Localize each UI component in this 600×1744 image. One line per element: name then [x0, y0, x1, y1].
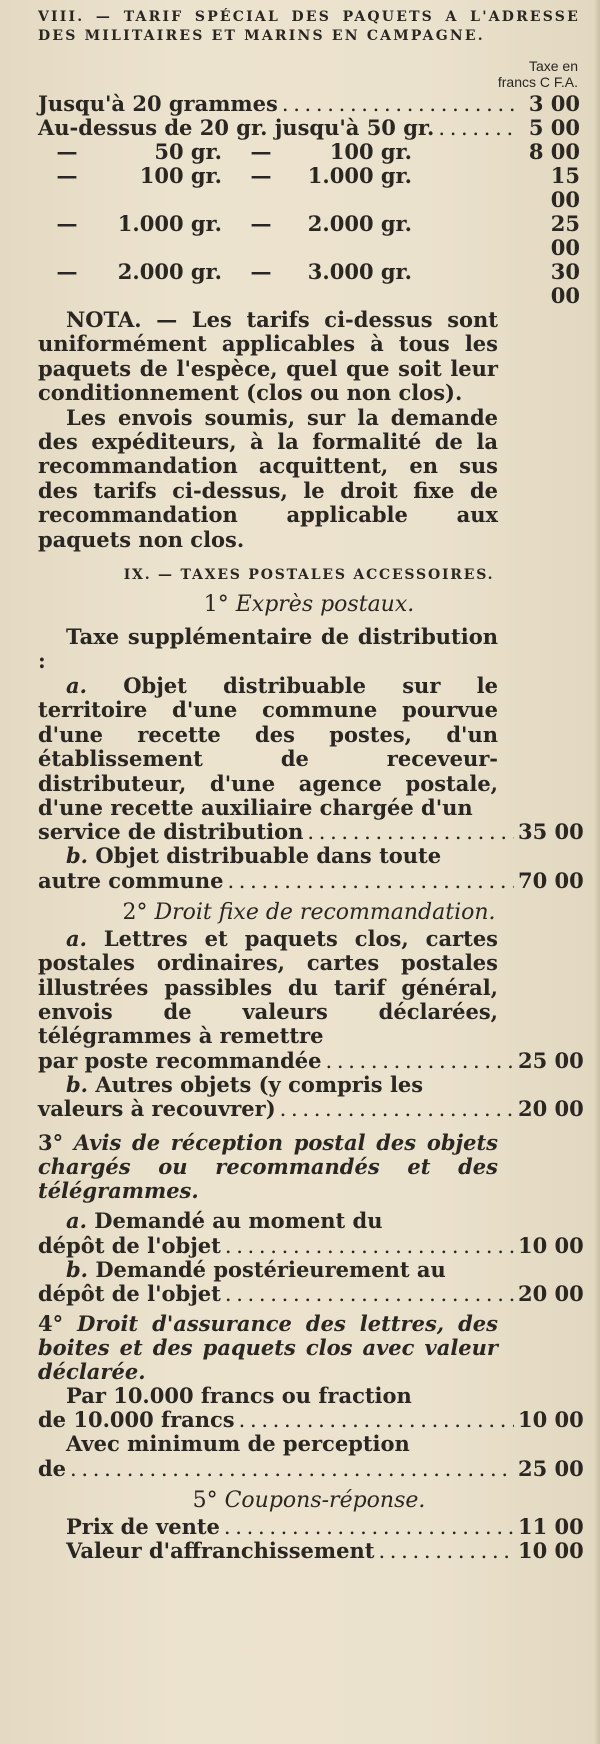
- rate-value: 5 00: [528, 115, 580, 140]
- rate-value: 3 00: [528, 91, 580, 116]
- insurance-item-b: Avec minimum de perception: [66, 1431, 410, 1457]
- insurance-item-b-total: [38, 1455, 584, 1481]
- item-label: de 10.000 francs: [38, 1407, 235, 1433]
- receipt-item-b-total: [38, 1280, 584, 1306]
- rate-row: [38, 260, 580, 308]
- rate-row: [38, 164, 580, 212]
- item-label: de: [38, 1455, 67, 1481]
- receipt-item-b: [38, 1258, 498, 1282]
- subsection-title: Droit d'assurance des lettres, des boites et des paquets clos avec valeur déclarée.: [38, 1310, 498, 1384]
- rate-value: 15 00: [550, 163, 580, 212]
- ditto-dash: —: [56, 163, 78, 188]
- item-letter: b.: [66, 1256, 88, 1282]
- express-item-a-total: [38, 819, 584, 845]
- dot-leader: [70, 1457, 514, 1481]
- rate-row: [38, 212, 580, 260]
- nota-paragraph: NOTA. — Les tarifs ci-dessus sont uniformément applicables à tous les paquets de l'espèce, quel que soit leur conditionnement (clos ou non clos).: [38, 307, 498, 406]
- ditto-dash: —: [56, 139, 78, 164]
- section-8-heading: VIII. — TARIF SPÉCIAL DES PAQUETS A L'ADRESSE DES MILITAIRES ET MARINS EN CAMPAGNE.: [38, 9, 580, 44]
- item-text: Objet distribuable dans toute: [95, 843, 442, 869]
- item-letter: b.: [66, 843, 88, 869]
- section-9-heading: IX. — TAXES POSTALES ACCESSOIRES.: [123, 567, 495, 584]
- ditto-dash: —: [250, 139, 272, 164]
- dot-leader: [280, 1097, 514, 1121]
- subsection-number: 4°: [38, 1310, 64, 1336]
- item-label: service de distribution: [38, 819, 304, 845]
- item-label: dépôt de l'objet: [38, 1232, 221, 1258]
- tax-header-line-1: Taxe en: [528, 58, 578, 74]
- rate-row-20-50g: [38, 116, 580, 140]
- subsection-title: Avis de réception postal des objets chargés ou recommandés et des télégrammes.: [38, 1130, 499, 1204]
- subsection-5-title: [38, 1487, 580, 1515]
- weight-from: 100 gr.: [139, 163, 222, 188]
- express-item-b: [38, 844, 498, 868]
- ditto-dash: —: [250, 259, 272, 284]
- registration-item-a-total: [38, 1047, 584, 1073]
- item-label: autre commune: [38, 867, 224, 893]
- nota-paragraph-2: Les envois soumis, sur la demande des expéditeurs, à la formalité de la recommandation acquittent, en sus des tarifs ci-dessus, le droit fixe de recommandation applicable aux paquets non clos.: [38, 404, 498, 552]
- dot-leader: [438, 116, 514, 140]
- rate-value: 8 00: [528, 139, 580, 164]
- item-value: 20 00: [518, 1280, 584, 1306]
- subsection-4-title: [38, 1312, 498, 1384]
- subsection-number: 5°: [192, 1487, 218, 1513]
- item-letter: b.: [66, 1071, 88, 1097]
- receipt-item-a-total: [38, 1232, 584, 1258]
- dot-leader: [225, 1282, 514, 1306]
- item-letter: a.: [66, 1208, 87, 1234]
- item-letter: a.: [66, 925, 87, 951]
- weight-to: 1.000 gr.: [307, 163, 412, 188]
- dot-leader: [224, 1515, 514, 1539]
- registration-item-a: [38, 927, 498, 1049]
- item-label: valeurs à recouvrer): [38, 1096, 276, 1122]
- insurance-item-a: Par 10.000 francs ou fraction: [66, 1382, 412, 1408]
- rate-label: Jusqu'à 20 grammes: [38, 91, 278, 116]
- weight-to: 3.000 gr.: [307, 259, 412, 284]
- weight-from: 1.000 gr.: [117, 211, 222, 236]
- item-value: 35 00: [518, 819, 584, 845]
- rate-value: 30 00: [550, 259, 580, 308]
- coupon-postage-value-row: [38, 1537, 584, 1563]
- dot-leader: [239, 1408, 514, 1432]
- item-value: 25 00: [518, 1047, 584, 1073]
- registration-item-b: [38, 1073, 498, 1097]
- tax-column-header: [38, 58, 578, 90]
- page-edge-shadow: [594, 0, 600, 1744]
- subsection-title: Exprès postaux.: [235, 592, 415, 618]
- subsection-2-title: [38, 899, 580, 927]
- dot-leader: [326, 1049, 515, 1073]
- text-column: [38, 8, 584, 1563]
- express-intro: Taxe supplémentaire de distribution :: [38, 624, 498, 674]
- item-text: Demandé au moment du: [94, 1208, 383, 1234]
- item-text: Demandé postérieurement au: [95, 1256, 446, 1282]
- item-value: 10 00: [518, 1537, 584, 1563]
- item-value: 25 00: [518, 1455, 584, 1481]
- subsection-number: 3°: [38, 1130, 64, 1156]
- dot-leader: [378, 1539, 514, 1563]
- ditto-dash: —: [250, 163, 272, 188]
- dot-leader: [227, 869, 514, 893]
- item-text: Autres objets (y compris les: [95, 1071, 424, 1097]
- ditto-dash: —: [250, 211, 272, 236]
- tax-header-line-2: francs C F.A.: [497, 74, 578, 90]
- item-label: par poste recommandée: [38, 1047, 322, 1073]
- item-text: Lettres et paquets clos, cartes postales ordinaires, cartes postales illustrées passibles du tarif général, envois de valeurs déclarées, télégrammes à remettre: [38, 925, 499, 1049]
- item-value: 20 00: [518, 1096, 584, 1122]
- subsection-1-title: [38, 591, 580, 619]
- registration-item-b-total: [38, 1096, 584, 1122]
- rate-row: [38, 140, 580, 164]
- spacer: [418, 140, 518, 164]
- item-letter: a.: [66, 672, 87, 698]
- item-value: 70 00: [518, 867, 584, 893]
- insurance-item-a-total: [38, 1407, 584, 1433]
- item-value: 10 00: [518, 1232, 584, 1258]
- subsection-number: 2°: [122, 899, 148, 925]
- express-item-b-total: [38, 867, 584, 893]
- weight-to: 2.000 gr.: [307, 211, 412, 236]
- spacer: [418, 164, 518, 212]
- item-value: 11 00: [518, 1513, 584, 1539]
- express-item-a: [38, 674, 498, 820]
- rate-label: Au-dessus de 20 gr. jusqu'à 50 gr.: [38, 115, 435, 140]
- item-label: dépôt de l'objet: [38, 1280, 221, 1306]
- item-label: Prix de vente: [66, 1513, 220, 1539]
- item-label: Valeur d'affranchissement: [66, 1537, 375, 1563]
- subsection-title: Coupons-réponse.: [224, 1487, 426, 1513]
- item-text: Objet distribuable sur le territoire d'une commune pourvue d'une recette des postes, d'un établissement de receveur-distributeur, d'une agence postale, d'une recette auxiliaire chargée d'un: [38, 672, 499, 820]
- ditto-dash: —: [56, 259, 78, 284]
- subsection-number: 1°: [203, 592, 229, 618]
- subsection-title: Droit fixe de recommandation.: [154, 899, 496, 925]
- rate-row-up-to-20g: [38, 92, 580, 116]
- item-value: 10 00: [518, 1407, 584, 1433]
- weight-from: 2.000 gr.: [117, 259, 222, 284]
- coupon-sale-price-row: [38, 1513, 584, 1539]
- dot-leader: [307, 820, 514, 844]
- spacer: [418, 260, 518, 308]
- rate-value: 25 00: [550, 211, 580, 260]
- subsection-3-title: [38, 1131, 498, 1203]
- spacer: [418, 212, 518, 260]
- dot-leader: [225, 1234, 514, 1258]
- receipt-item-a: [38, 1209, 498, 1233]
- dot-leader: [282, 92, 514, 116]
- ditto-dash: —: [56, 211, 78, 236]
- weight-from: 50 gr.: [154, 139, 222, 164]
- weight-to: 100 gr.: [329, 139, 412, 164]
